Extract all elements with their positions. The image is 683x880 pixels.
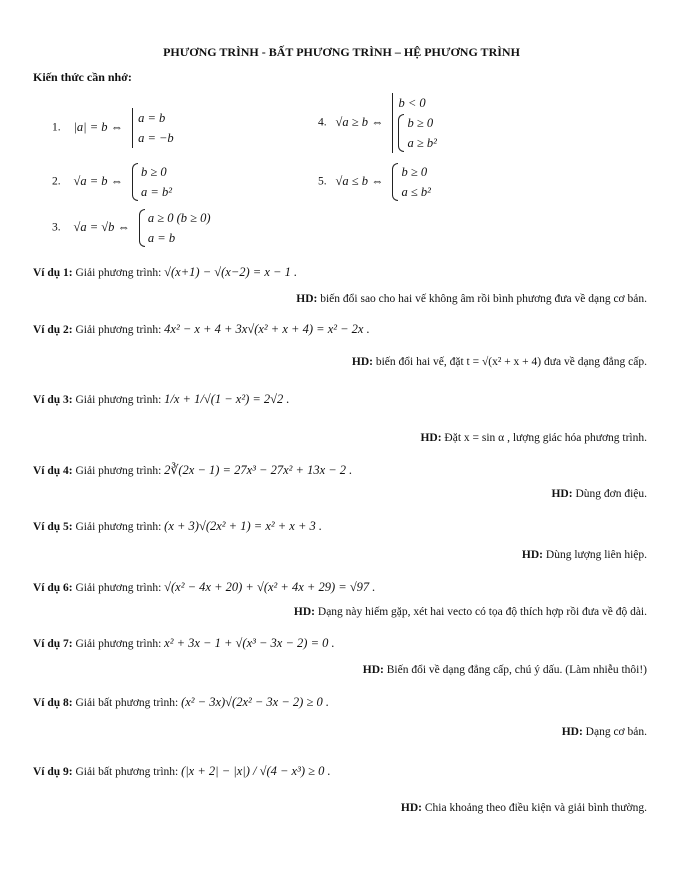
- formula-5: 5. √a ≤ b ⇔ b ≥ 0 a ≤ b²: [318, 162, 431, 202]
- example-9: Ví dụ 9: Giải bất phương trình: (|x + 2| − |x|) / √(4 − x³) ≥ 0 .: [33, 764, 331, 778]
- example-7: Ví dụ 7: Giải phương trình: x² + 3x − 1 + √(x³ − 3x − 2) = 0 .: [33, 636, 335, 650]
- formula-2: 2. √a = b ⇔ b ≥ 0 a = b²: [52, 162, 172, 202]
- example-9-hint: HD: Chia khoảng theo điều kiện và giải bình thường.: [400, 802, 647, 814]
- example-3-equation: 1/x + 1/√(1 − x²) = 2√2 .: [164, 392, 290, 406]
- example-8: Ví dụ 8: Giải bất phương trình: (x² − 3x)√(2x² − 3x − 2) ≥ 0 .: [33, 695, 329, 709]
- example-1-hint: HD: biến đổi sao cho hai vế không âm rồi bình phương đưa về dạng cơ bản.: [296, 293, 647, 305]
- example-6-equation: √(x² − 4x + 20) + √(x² + 4x + 29) = √97 .: [164, 580, 376, 594]
- example-3-hint: HD: Đặt x = sin α , lượng giác hóa phương trình.: [420, 432, 647, 444]
- example-4: Ví dụ 4: Giải phương trình: 2∛(2x − 1) = 27x³ − 27x² + 13x − 2 .: [33, 463, 353, 477]
- page-title: PHƯƠNG TRÌNH - BẤT PHƯƠNG TRÌNH – HỆ PHƯƠNG TRÌNH: [163, 45, 520, 59]
- example-1-equation: √(x+1) − √(x−2) = x − 1 .: [164, 265, 298, 279]
- section-heading: Kiến thức cần nhớ:: [33, 70, 132, 84]
- formula-3: 3. √a = √b ⇔ a ≥ 0 (b ≥ 0) a = b: [52, 208, 211, 248]
- formula-4: 4. √a ≥ b ⇔ b < 0 b ≥ 0 a ≥ b²: [318, 93, 437, 153]
- example-9-equation: (|x + 2| − |x|) / √(4 − x³) ≥ 0 .: [181, 764, 331, 778]
- example-6: Ví dụ 6: Giải phương trình: √(x² − 4x + 20) + √(x² + 4x + 29) = √97 .: [33, 580, 376, 594]
- example-6-hint: HD: Dạng này hiếm gặp, xét hai vecto có tọa độ thích hợp rồi đưa về độ dài.: [293, 606, 647, 618]
- example-2-equation: 4x² − x + 4 + 3x√(x² + x + 4) = x² − 2x .: [164, 322, 370, 336]
- formula-1: 1. |a| = b ⇔ a = b a = −b: [52, 108, 174, 148]
- formula-5-cases: b ≥ 0 a ≤ b²: [392, 162, 430, 202]
- example-2: Ví dụ 2: Giải phương trình: 4x² − x + 4 + 3x√(x² + x + 4) = x² − 2x .: [33, 322, 370, 336]
- example-4-equation: 2∛(2x − 1) = 27x³ − 27x² + 13x − 2 .: [164, 463, 353, 477]
- example-5: Ví dụ 5: Giải phương trình: (x + 3)√(2x² + 1) = x² + x + 3 .: [33, 519, 323, 533]
- example-5-equation: (x + 3)√(2x² + 1) = x² + x + 3 .: [164, 519, 323, 533]
- example-3: Ví dụ 3: Giải phương trình: 1/x + 1/√(1 − x²) = 2√2 .: [33, 392, 290, 406]
- formula-1-cases: a = b a = −b: [132, 108, 174, 148]
- example-1: Ví dụ 1: Giải phương trình: √(x+1) − √(x−2) = x − 1 .: [33, 265, 298, 279]
- example-5-hint: HD: Dùng lượng liên hiệp.: [521, 549, 647, 561]
- formula-2-cases: b ≥ 0 a = b²: [132, 162, 172, 202]
- example-2-hint: HD: biến đổi hai vế, đặt t = √(x² + x + 4) đưa về dạng đẳng cấp.: [351, 356, 647, 368]
- example-7-equation: x² + 3x − 1 + √(x³ − 3x − 2) = 0 .: [164, 636, 335, 650]
- example-4-hint: HD: Dùng đơn điệu.: [551, 488, 647, 500]
- example-7-hint: HD: Biến đổi về dạng đẳng cấp, chú ý dấu. (Làm nhiễu thôi!): [362, 664, 647, 676]
- example-8-equation: (x² − 3x)√(2x² − 3x − 2) ≥ 0 .: [181, 695, 329, 709]
- example-8-hint: HD: Dạng cơ bản.: [561, 726, 647, 738]
- formula-4-cases: b < 0 b ≥ 0 a ≥ b²: [392, 93, 436, 153]
- formula-3-cases: a ≥ 0 (b ≥ 0) a = b: [139, 208, 211, 248]
